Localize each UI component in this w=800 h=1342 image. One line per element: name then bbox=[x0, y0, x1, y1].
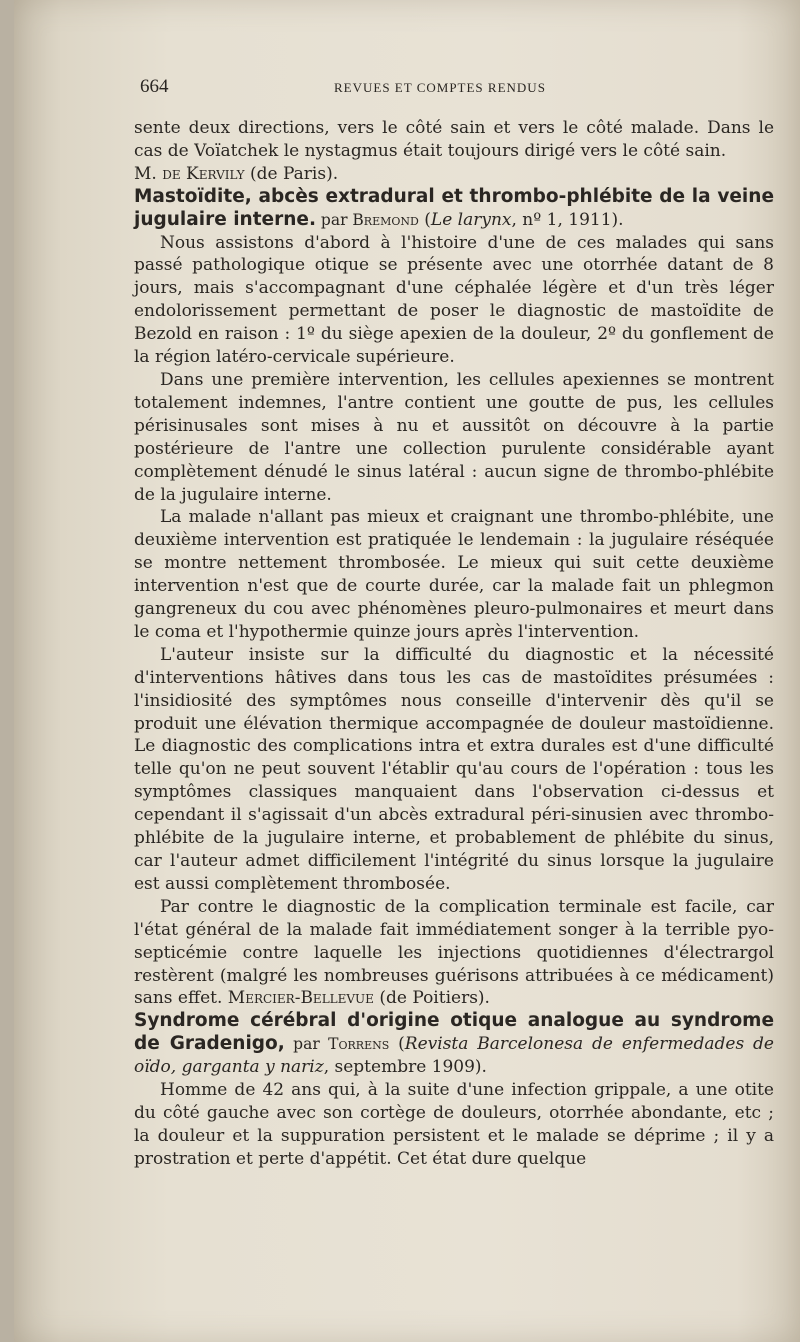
page-number: 664 bbox=[140, 76, 169, 97]
body-text bbox=[134, 117, 774, 1171]
article-author: Torrens bbox=[328, 1035, 390, 1054]
source-journal: Revista Barcelonesa de enfermedades de oïdo, garganta y nariz bbox=[134, 1034, 774, 1078]
author-name: de Kervily bbox=[162, 163, 245, 184]
continuation-paragraph bbox=[134, 117, 774, 163]
paragraph: L'auteur insiste sur la difficulté du diagnostic et la nécessité d'interventions hâtives dans tous les cas de mastoïdites présumées : l'insidiosité des symptômes nous conseille d'intervenir dès qu'il se produit une élévation thermique accompagnée de douleur mastoïdienne. Le diagnostic des complications intra et extra durales est d'une difficulté telle qu'on ne peut souvent l'établir qu'au cours de l'opération : tous les symptômes classiques manquaient dans l'observation ci-dessus et cependant il s'agissait d'un abcès extradural péri-sinusien avec thrombo-phlébite de la jugulaire interne, et probablement de phlébite du sinus, car l'auteur admet difficilement l'intégrité du sinus lorsque la jugulaire est aussi complètement thrombosée. bbox=[134, 644, 774, 894]
signature-kervily: M. de Kervily (de Paris). bbox=[134, 163, 339, 184]
paragraph-with-signature: Par contre le diagnostic de la complication terminale est facile, car l'état général de la malade fait immédiatement songer à la terrible pyo-septicémie contre laquelle les injections quotidiennes d'électrargol restèrent (malgré les nombreuses guérisons attribuées à ce médicament) sans effet. Mercier-Bellevue (de Poitiers). bbox=[134, 896, 774, 1009]
paragraph: La malade n'allant pas mieux et craignant une thrombo-phlébite, une deuxième intervention est pratiquée le lendemain : la jugulaire réséquée se montre nettement thrombosée. Le mieux qui suit cette deuxième intervention n'est que de courte durée, car la malade fait un phlegmon gangreneux du cou avec phénomènes pleuro-pulmonaires et meurt dans le coma et l'hypothermie quinze jours après l'intervention. bbox=[134, 507, 774, 642]
paragraph: Dans une première intervention, les cellules apexiennes se montrent totalement indemnes, l'antre contient une goutte de pus, les cellules périsinusales sont mises à nu et aussitôt on découvre à la partie postérieure de l'antre une collection purulente considérable ayant complètement dénudé le sinus latéral : aucun signe de thrombo-phlébite de la jugulaire interne. bbox=[134, 369, 774, 505]
running-header bbox=[140, 76, 770, 100]
article-heading-syndrome: Syndrome cérébral d'origine otique analogue au syndrome de Gradenigo, par Torrens (Revista Barcelonesa de enfermedades de oïdo, garganta y nariz, septembre 1909). bbox=[134, 1010, 774, 1078]
source-journal: Le larynx bbox=[430, 209, 512, 230]
paragraph: Nous assistons d'abord à l'histoire d'une de ces malades qui sans passé pathologique otique se présente avec une otorrhée datant de 8 jours, mais s'accompagnant d'une céphalée légère et d'un très léger endolorissement permettant de poser le diagnostic de mastoïdite de Bezold en raison : 1º du siège apexien de la douleur, 2º du gonflement de la région latéro-cervicale supérieure. bbox=[134, 232, 774, 368]
article-title: Syndrome cérébral d'origine otique analogue au syndrome de Gradenigo, bbox=[134, 1010, 774, 1055]
article-author: Bremond bbox=[352, 210, 419, 229]
book-page bbox=[14, 0, 800, 1342]
article-heading-mastoidite: Mastoïdite, abcès extradural et thrombo-phlébite de la veine jugulaire interne. par Bremond (Le larynx, nº 1, 1911). bbox=[134, 185, 774, 230]
reviewer-name: Mercier-Bellevue bbox=[227, 988, 374, 1009]
continuation-text: sente deux directions, vers le côté sain et vers le côté malade. Dans le cas de Voïatchek le nystagmus était toujours dirigé vers le côté sain. bbox=[134, 118, 774, 161]
running-title: REVUES ET COMPTES RENDUS bbox=[334, 80, 546, 95]
paragraph: Homme de 42 ans qui, à la suite d'une infection grippale, a une otite du côté gauche avec son cortège de douleurs, otorrhée abondante, etc ; la douleur et la suppuration persistent et le malade se déprime ; il y a prostration et perte d'appétit. Cet état dure quelque bbox=[134, 1080, 774, 1169]
article-title: Mastoïdite, abcès extradural et thrombo-phlébite de la veine jugulaire interne. bbox=[134, 185, 774, 230]
